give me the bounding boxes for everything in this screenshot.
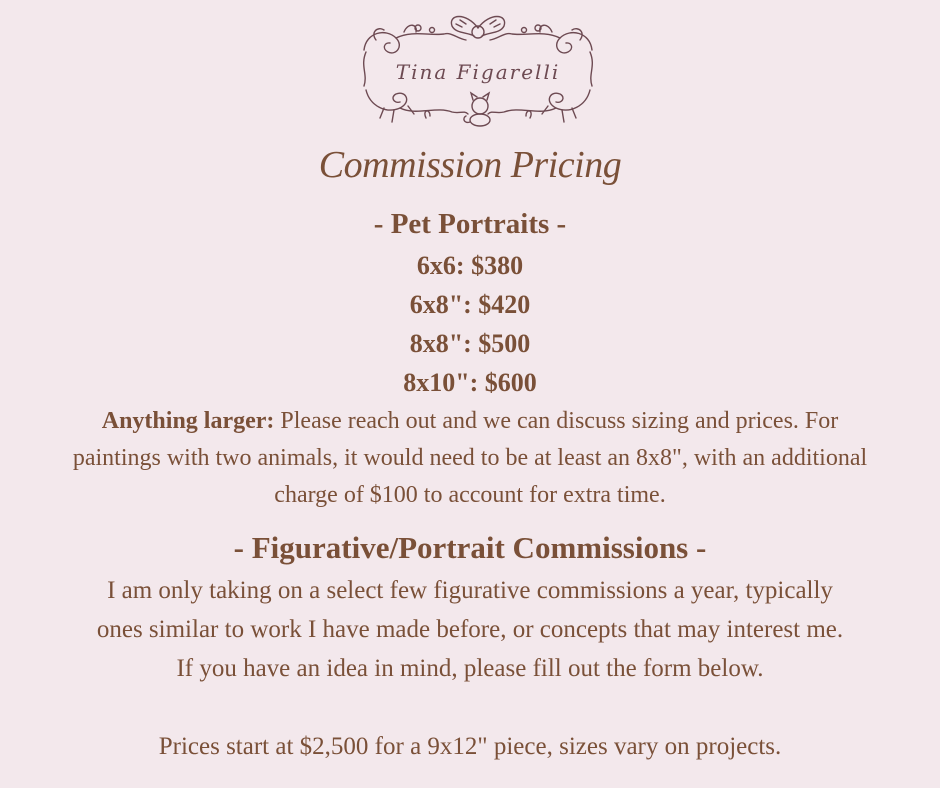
page-title: Commission Pricing	[318, 144, 622, 186]
price-item: 8x8": $500	[409, 329, 531, 358]
logo-signature: Tina Figarelli	[395, 60, 561, 84]
figurative-description: I am only taking on a select few figurative commissions a year, typically ones similar to work I have made before, or concepts that may interest me. If you have an idea in mind, please fill out the form below.	[96, 577, 844, 682]
pet-portraits-heading: - Pet Portraits -	[373, 208, 567, 240]
logo	[356, 10, 600, 128]
larger-sizes-note	[70, 403, 870, 514]
price-item: 6x8": $420	[409, 290, 531, 319]
figurative-prices: Prices start at $2,500 for a 9x12" piece, sizes vary on projects.	[158, 733, 782, 760]
price-item: 6x6: $380	[416, 251, 524, 280]
larger-sizes-text: Please reach out and we can discuss sizing and prices. For paintings with two animals, it would need to be at least an 8x8", with an additional charge of $100 to account for extra time.	[72, 408, 868, 508]
figurative-heading: - Figurative/Portrait Commissions -	[233, 530, 707, 565]
price-item: 8x10": $600	[403, 368, 537, 397]
larger-sizes-label: Anything larger:	[101, 408, 275, 434]
